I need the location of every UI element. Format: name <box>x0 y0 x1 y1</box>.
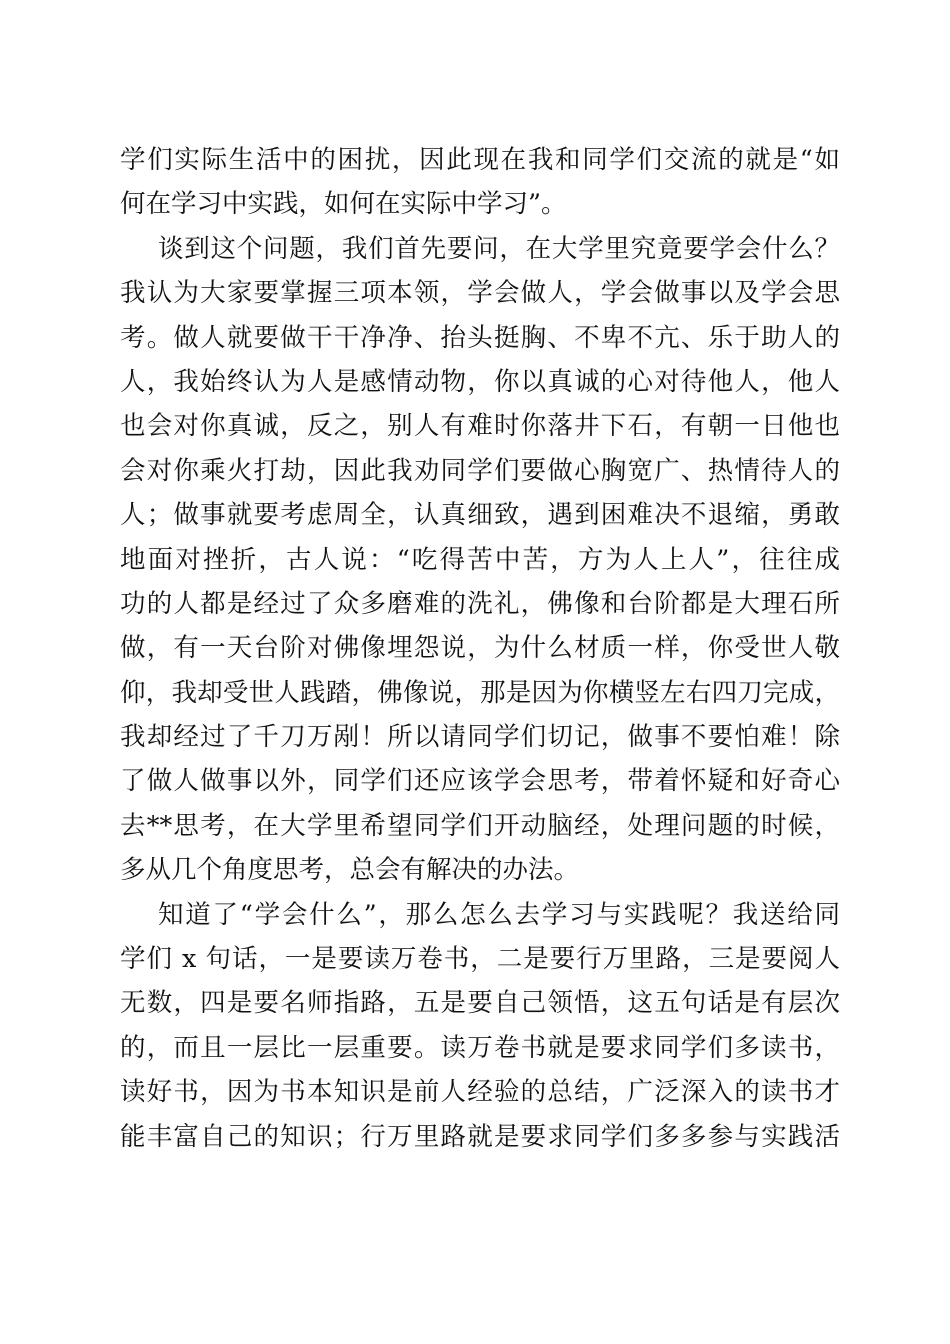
body-text <box>120 138 840 1159</box>
text-line: 考。做人就要做干干净净、抬头挺胸、不卑不亢、乐于助人的 <box>120 322 840 353</box>
text-line: 学们 x 句话，一是要读万卷书，二是要行万里路，三是要阅人 <box>120 944 840 975</box>
text-line: 无数，四是要名师指路，五是要自己领悟，这五句话是有层次 <box>120 988 840 1019</box>
text-line: 读好书，因为书本知识是前人经验的总结，广泛深入的读书才 <box>120 1077 840 1108</box>
text-line: 的，而且一层比一层重要。读万卷书就是要求同学们多读书， <box>120 1032 840 1063</box>
text-line: 能丰富自己的知识；行万里路就是要求同学们多多参与实践活 <box>120 1121 840 1152</box>
text-line: 功的人都是经过了众多磨难的洗礼，佛像和台阶都是大理石所 <box>120 588 840 619</box>
text-line: 我却经过了千刀万剐！所以请同学们切记，做事不要怕难！除 <box>120 722 840 753</box>
text-line: 我认为大家要掌握三项本领，学会做人，学会做事以及学会思 <box>120 278 840 309</box>
text-line: 仰，我却受世人践踏，佛像说，那是因为你横竖左右四刀完成， <box>120 677 840 708</box>
text-line: 学们实际生活中的困扰，因此现在我和同学们交流的就是“如 <box>120 145 840 175</box>
text-line: 何在学习中实践，如何在实际中学习”。 <box>120 189 567 220</box>
text-line: 人；做事就要考虑周全，认真细致，遇到困难决不退缩，勇敢 <box>120 500 840 531</box>
text-line: 了做人做事以外，同学们还应该学会思考，带着怀疑和好奇心 <box>120 766 840 797</box>
text-line: 人，我始终认为人是感情动物，你以真诚的心对待他人，他人 <box>120 366 840 397</box>
text-line: 去**思考，在大学里希望同学们开动脑经，处理问题的时候， <box>120 810 840 841</box>
text-line: 也会对你真诚，反之，别人有难时你落井下石，有朝一日他也 <box>120 411 840 442</box>
text-line: 地面对挫折，古人说：“吃得苦中苦，方为人上人”，往往成 <box>120 544 840 575</box>
text-line: 知道了“学会什么”，那么怎么去学习与实践呢？我送给同 <box>158 899 840 930</box>
text-line: 做，有一天台阶对佛像埋怨说，为什么材质一样，你受世人敬 <box>120 633 840 664</box>
text-line: 会对你乘火打劫，因此我劝同学们要做心胸宽广、热情待人的 <box>120 455 840 486</box>
text-line: 谈到这个问题，我们首先要问，在大学里究竟要学会什么？ <box>158 233 840 264</box>
text-line: 多从几个角度思考，总会有解决的办法。 <box>120 855 580 886</box>
